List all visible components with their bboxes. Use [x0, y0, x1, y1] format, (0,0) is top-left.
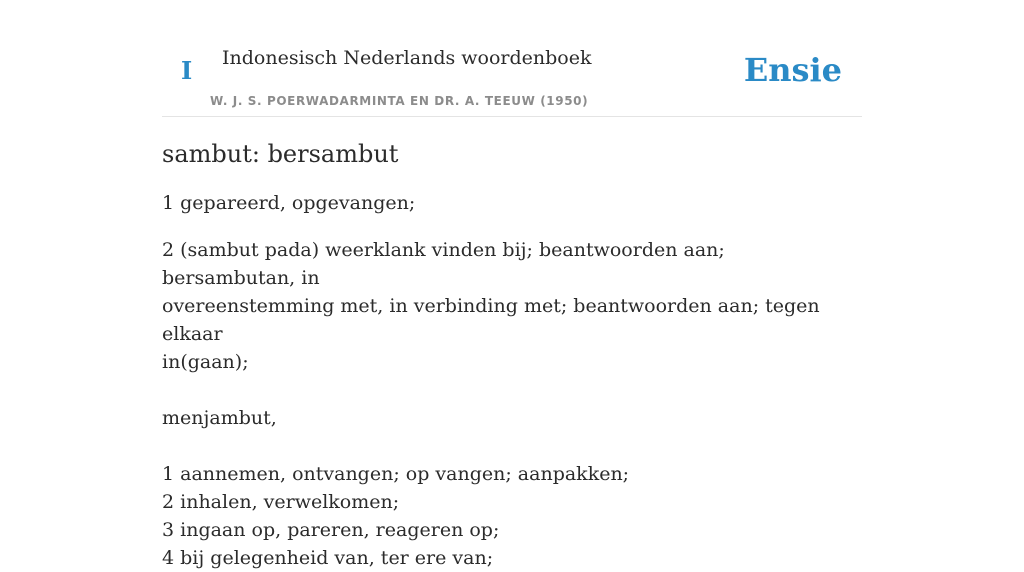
sense-2 — [162, 236, 862, 376]
ensie-logo-link[interactable]: Ensie — [743, 51, 842, 89]
subsense-item: 4 bij gelegenheid van, ter ere van; — [162, 547, 494, 569]
entry-title: sambut: bersambut — [162, 140, 399, 168]
dictionary-authors: W. J. S. POERWADARMINTA EN DR. A. TEEUW (1950) — [210, 94, 589, 108]
sense-2-line: overeenstemming met, in verbinding met; beantwoorden aan; tegen elkaar — [162, 295, 820, 345]
dictionary-title-link[interactable]: Indonesisch Nederlands woordenboek — [222, 47, 592, 69]
dictionary-header — [162, 0, 862, 117]
dictionary-letter-icon: I — [181, 56, 193, 85]
subsense-item: 2 inhalen, verwelkomen; — [162, 491, 400, 513]
sense-2-line: in(gaan); — [162, 351, 249, 373]
sense-1: 1 gepareerd, opgevangen; — [162, 192, 416, 214]
sense-2-line: 2 (sambut pada) weerklank vinden bij; beantwoorden aan; bersambutan, in — [162, 239, 725, 289]
subsense-item: 1 aannemen, ontvangen; op vangen; aanpakken; — [162, 463, 630, 485]
subentry-heading: menjambut, — [162, 407, 277, 429]
entry-content — [162, 138, 862, 572]
subentry-senses — [162, 460, 862, 572]
subsense-item: 3 ingaan op, pareren, reageren op; — [162, 519, 500, 541]
